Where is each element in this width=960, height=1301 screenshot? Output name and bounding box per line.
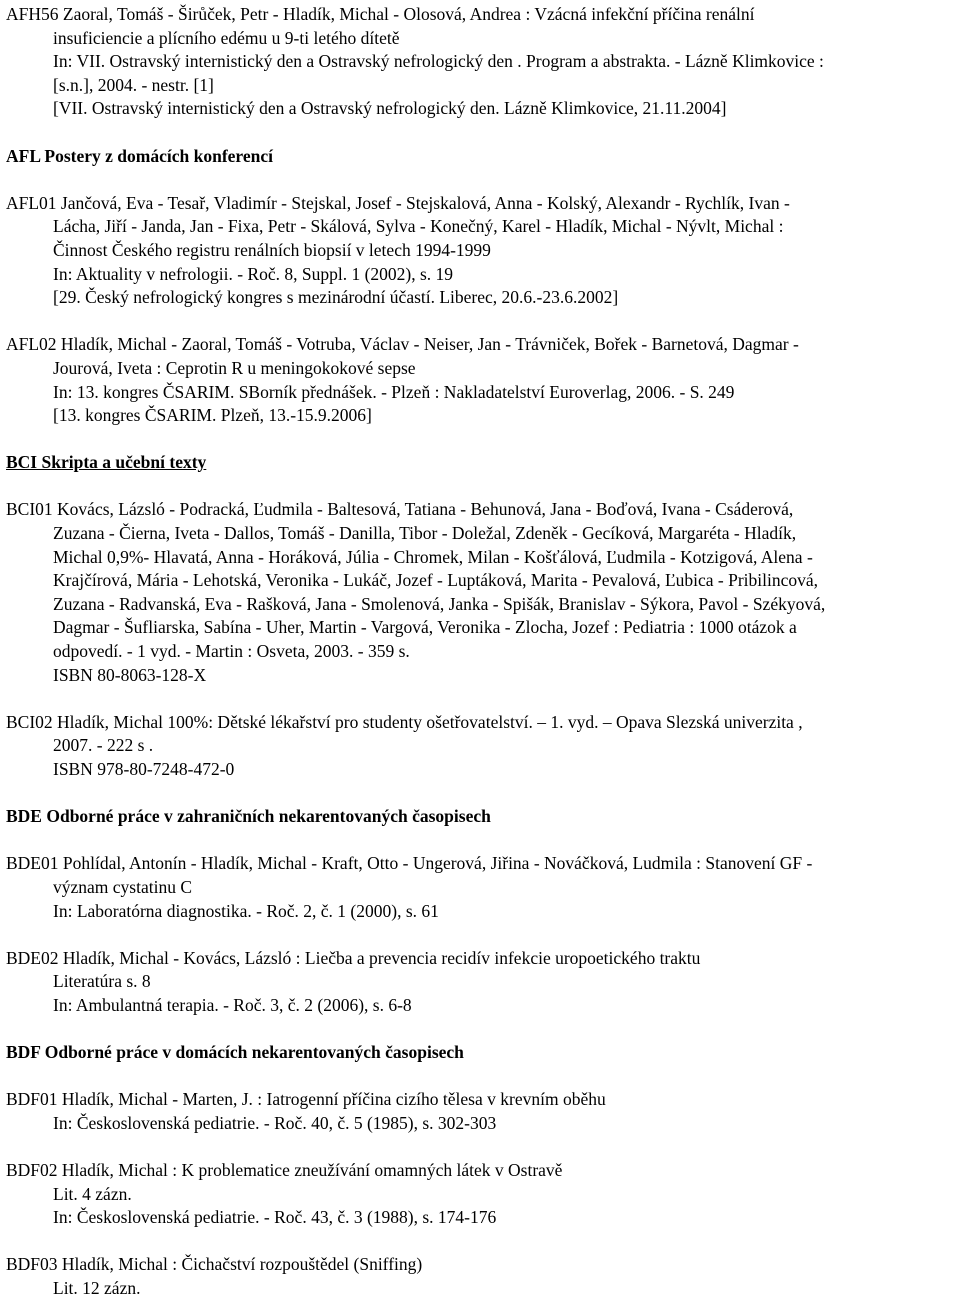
block-spacer [6, 829, 958, 853]
entry-continuation-line: In: Laboratórna diagnostika. - Roč. 2, č. 1 (2000), s. 61 [53, 900, 439, 921]
section-heading: AFL Postery z domácích konferencí [6, 145, 273, 166]
entry-first-line: BCI01 Kovács, Lázsló - Podracká, Ľudmila - Baltesová, Tatiana - Behunová, Jana - Boďová, Ivana - Csáderová, [6, 499, 794, 520]
entry-continuation-line: insuficiencie a plícního edému u 9-ti letého dítetě [53, 27, 400, 48]
bibliography-entry [6, 852, 958, 923]
block-spacer [6, 1065, 958, 1089]
entry-continuation-line: Lácha, Jiří - Janda, Jan - Fixa, Petr - Skálová, Sylva - Konečný, Karel - Hladík, Michal - Nývlt, Michal : [53, 216, 784, 237]
bibliography-entry [6, 1253, 958, 1300]
section-heading: BCI Skripta a učební texty [6, 452, 207, 473]
bibliography-entry [6, 3, 958, 121]
entry-continuation-line: Zuzana - Radvanská, Eva - Rašková, Jana - Smolenová, Janka - Spišák, Branislav - Sýkora, Pavol - Székyová, [53, 593, 826, 614]
block-spacer [6, 782, 958, 806]
entry-continuation-line: Literatúra s. 8 [53, 971, 151, 992]
bibliography-entry [6, 711, 958, 782]
entry-first-line: BDE02 Hladík, Michal - Kovács, Lázsló : Liečba a prevencia recidív infekcie uropoetického traktu [6, 947, 701, 968]
entry-continuation-line: význam cystatinu C [53, 876, 193, 897]
block-spacer [6, 687, 958, 711]
bibliography-entry [6, 192, 958, 310]
block-spacer [6, 168, 958, 192]
entry-continuation-line: In: Aktuality v nefrologii. - Roč. 8, Suppl. 1 (2002), s. 19 [53, 263, 454, 284]
entry-continuation-line: Lit. 12 zázn. [53, 1278, 141, 1299]
entry-continuation-line: Činnost Českého registru renálních biopsií v letech 1994-1999 [53, 239, 491, 260]
entry-continuation-line: [13. kongres ČSARIM. Plzeň, 13.-15.9.2006] [53, 405, 372, 426]
block-spacer [6, 428, 958, 452]
block-spacer [6, 310, 958, 334]
entry-continuation-line: [s.n.], 2004. - nestr. [1] [53, 74, 214, 95]
entry-first-line: AFL02 Hladík, Michal - Zaoral, Tomáš - Votruba, Václav - Neiser, Jan - Trávniček, Bořek - Barnetová, Dagmar - [6, 334, 799, 355]
block-spacer [6, 923, 958, 947]
bibliography-entry [6, 947, 958, 1018]
entry-continuation-line: Michal 0,9%- Hlavatá, Anna - Horáková, Júlia - Chromek, Milan - Košťálová, Ľudmila - Kotzigová, Alena - [53, 546, 813, 567]
section-heading: BDE Odborné práce v zahraničních nekarentovaných časopisech [6, 806, 491, 827]
entry-continuation-line: [29. Český nefrologický kongres s mezinárodní účastí. Liberec, 20.6.-23.6.2002] [53, 287, 619, 308]
entry-first-line: BCI02 Hladík, Michal 100%: Dětské lékařství pro studenty ošetřovatelství. – 1. vyd. – Opava Slezská univerzita , [6, 711, 803, 732]
entry-first-line: BDF02 Hladík, Michal : K problematice zneužívání omamných látek v Ostravě [6, 1160, 563, 1181]
entry-continuation-line: odpovedí. - 1 vyd. - Martin : Osveta, 2003. - 359 s. [53, 641, 410, 662]
entry-first-line: BDE01 Pohlídal, Antonín - Hladík, Michal - Kraft, Otto - Ungerová, Jiřina - Nováčková, Ludmila : Stanovení GF - [6, 853, 813, 874]
entry-continuation-line: Lit. 4 zázn. [53, 1183, 132, 1204]
bibliography-entry [6, 1088, 958, 1135]
block-spacer [6, 1018, 958, 1042]
entry-continuation-line: In: 13. kongres ČSARIM. SBorník přednášek. - Plzeň : Nakladatelství Euroverlag, 2006. - S. 249 [53, 381, 735, 402]
bibliography-entry [6, 333, 958, 427]
section-heading: BDF Odborné práce v domácích nekarentovaných časopisech [6, 1042, 464, 1063]
entry-continuation-line: In: Ambulantná terapia. - Roč. 3, č. 2 (2006), s. 6-8 [53, 994, 412, 1015]
block-spacer [6, 121, 958, 145]
block-spacer [6, 1230, 958, 1254]
entry-first-line: AFH56 Zaoral, Tomáš - Širůček, Petr - Hladík, Michal - Olosová, Andrea : Vzácná infekční příčina renální [6, 4, 755, 24]
bibliography-entry [6, 1159, 958, 1230]
block-spacer [6, 475, 958, 499]
entry-continuation-line: Krajčírová, Mária - Lehotská, Veronika - Lukáč, Jozef - Luptáková, Marita - Pevalová, Ľubica - Pribilincová, [53, 570, 819, 591]
entry-first-line: AFL01 Jančová, Eva - Tesař, Vladimír - Stejskal, Josef - Stejskalová, Anna - Kolský, Alexandr - Rychlík, Ivan - [6, 192, 790, 213]
entry-first-line: BDF03 Hladík, Michal : Čichačství rozpouštědel (Sniffing) [6, 1254, 423, 1275]
entry-first-line: BDF01 Hladík, Michal - Marten, J. : Iatrogenní příčina cizího tělesa v krevním oběhu [6, 1089, 606, 1110]
bibliography-document [6, 3, 958, 1301]
entry-continuation-line: ISBN 978-80-7248-472-0 [53, 759, 235, 779]
entry-continuation-line: Dagmar - Šufliarska, Sabína - Uher, Martin - Vargová, Veronika - Zlocha, Jozef : Pediatria : 1000 otázok a [53, 617, 797, 638]
entry-continuation-line: [VII. Ostravský internistický den a Ostravský nefrologický den. Lázně Klimkovice, 21.11.2004] [53, 98, 727, 119]
entry-continuation-line: Jourová, Iveta : Ceprotin R u meningokokové sepse [53, 357, 416, 378]
entry-continuation-line: ISBN 80-8063-128-X [53, 664, 207, 685]
entry-continuation-line: 2007. - 222 s . [53, 735, 154, 756]
entry-continuation-line: In: Československá pediatrie. - Roč. 43, č. 3 (1988), s. 174-176 [53, 1207, 497, 1228]
entry-continuation-line: In: VII. Ostravský internistický den a Ostravský nefrologický den . Program a abstrakta. - Lázně Klimkovice : [53, 51, 824, 72]
entry-continuation-line: Zuzana - Čierna, Iveta - Dallos, Tomáš - Danilla, Tibor - Doležal, Zdeněk - Gecíková, Margaréta - Hladík, [53, 523, 797, 544]
block-spacer [6, 1136, 958, 1160]
bibliography-entry [6, 498, 958, 687]
entry-continuation-line: In: Československá pediatrie. - Roč. 40, č. 5 (1985), s. 302-303 [53, 1112, 497, 1133]
